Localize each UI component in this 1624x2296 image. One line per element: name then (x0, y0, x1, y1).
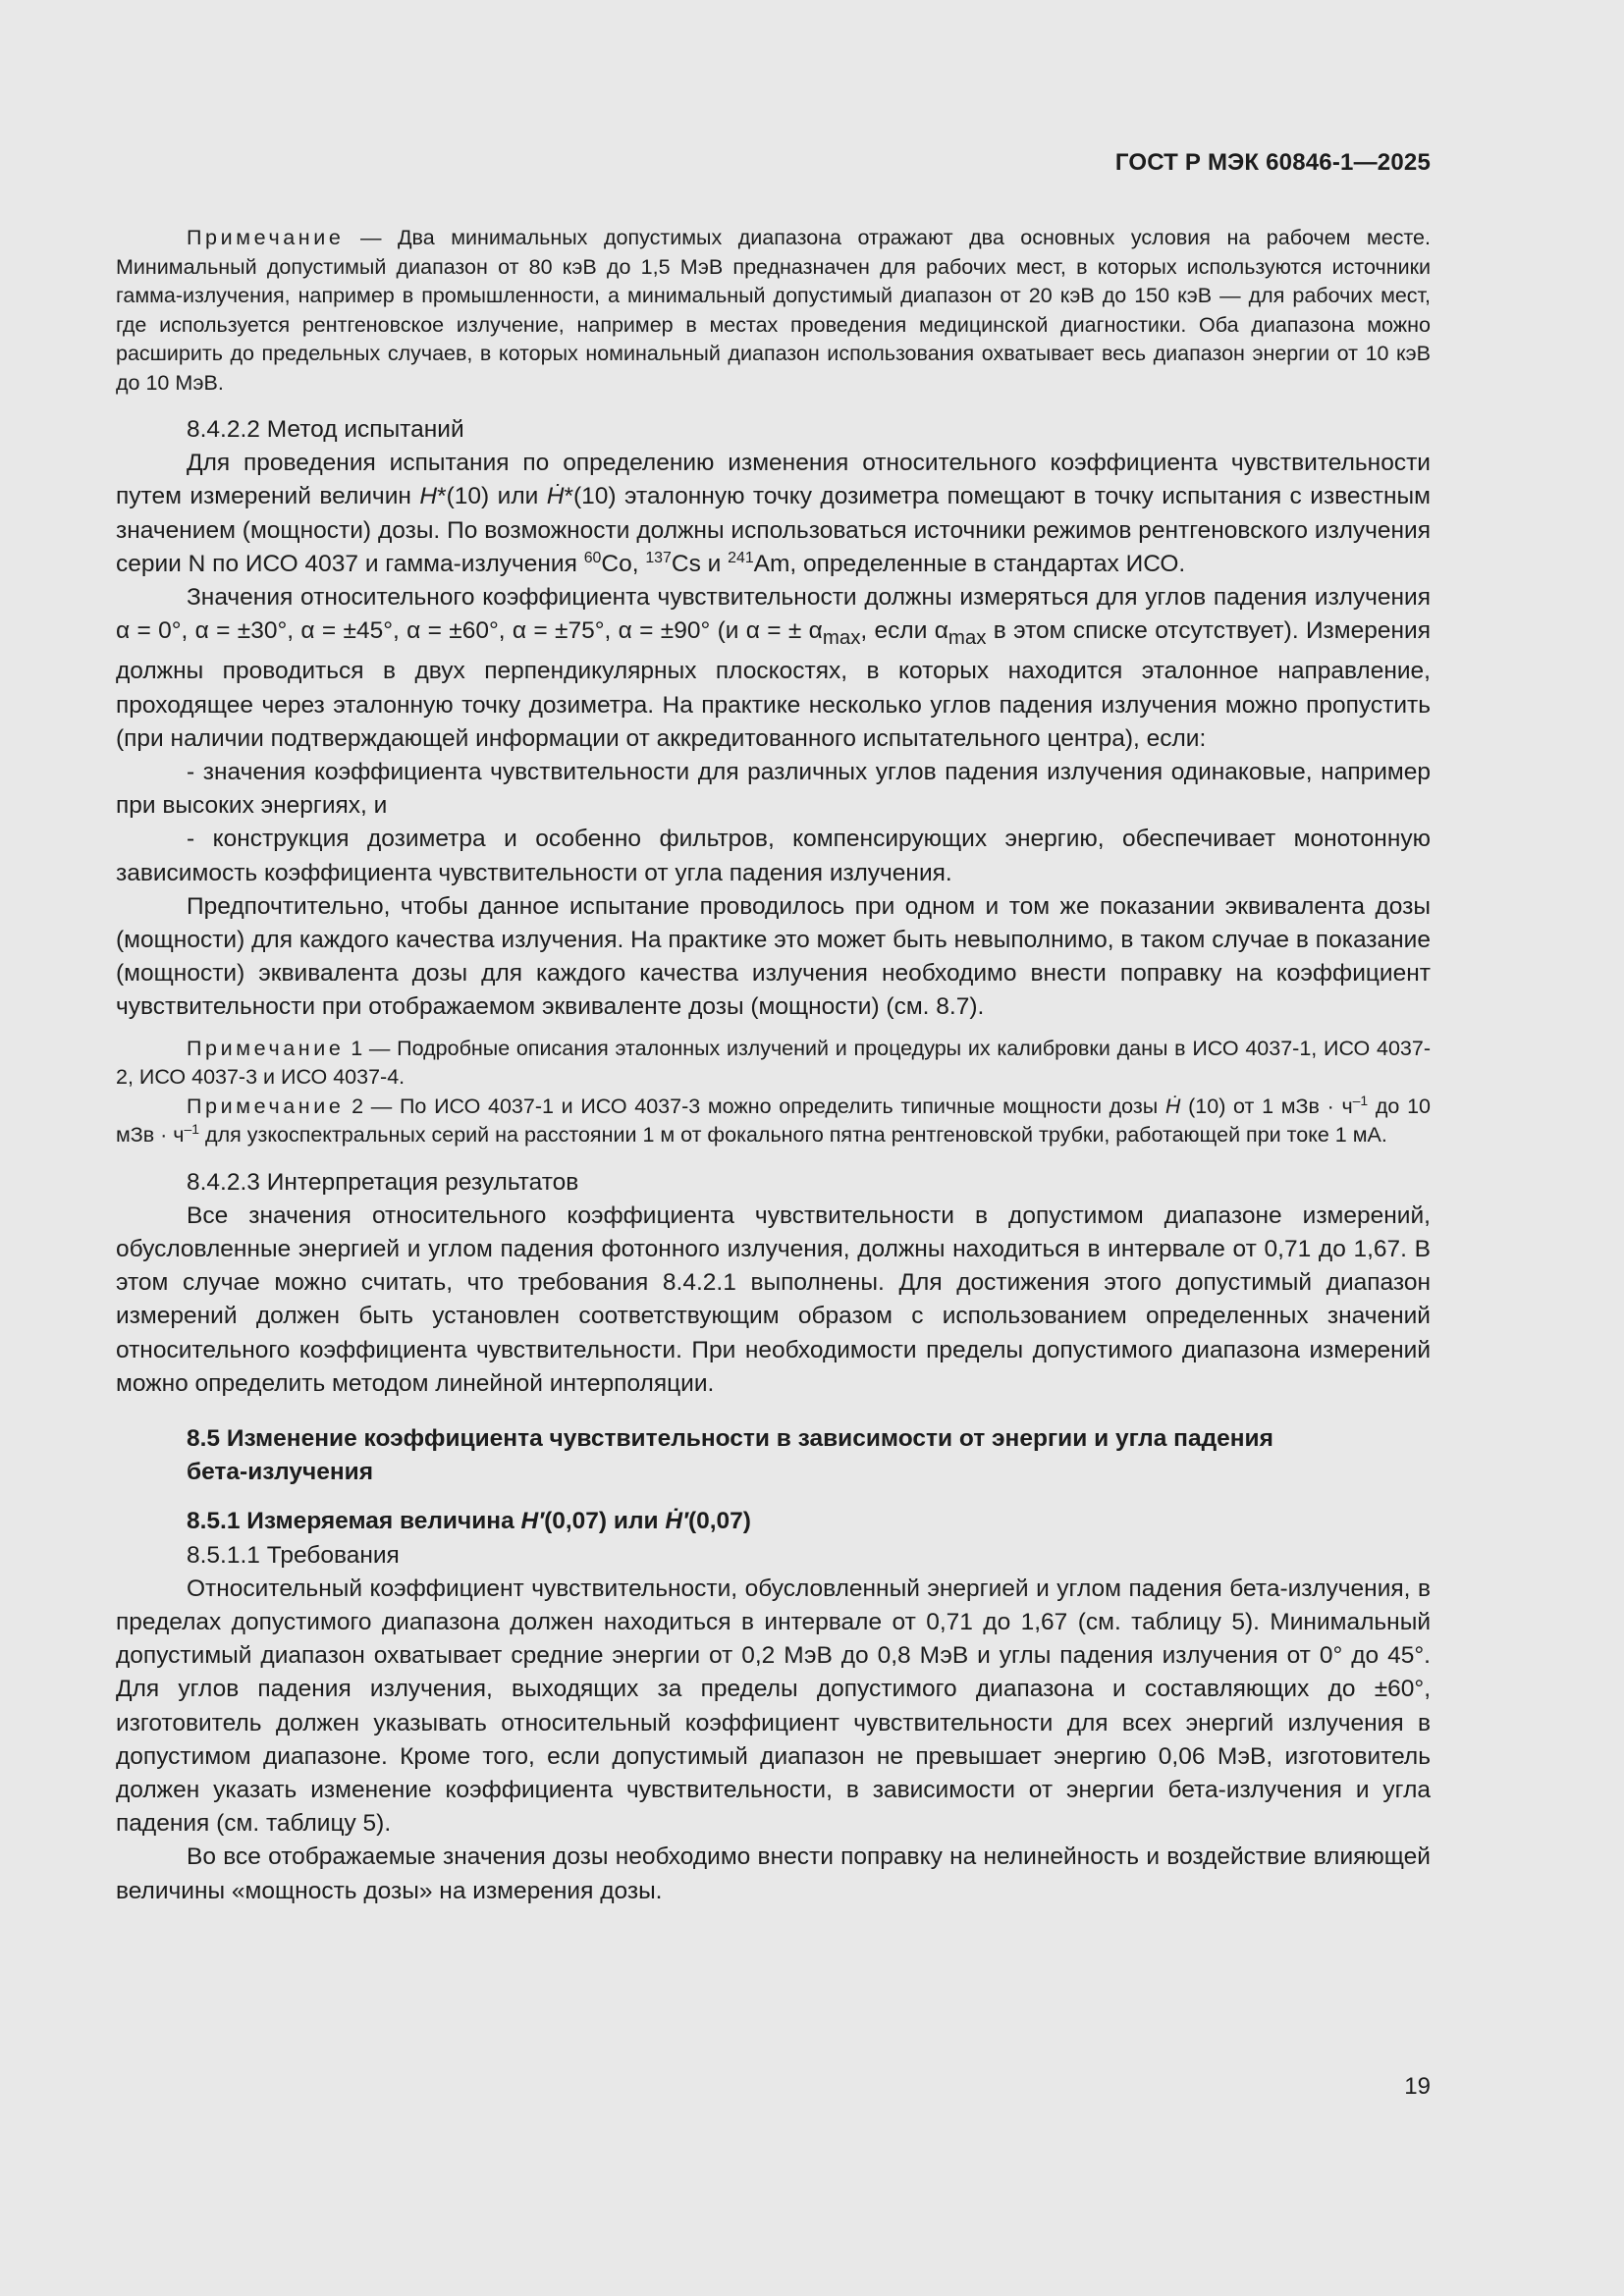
paragraph-requirements: Относительный коэффициент чувствительности, обусловленный энергией и углом падения бета-излучения, в пределах допустимого диапазона должен находиться в интервале от 0,71 до 1,67 (см. таблицу 5). Минимальный допустимый диапазон охватывает средние энергии от 0,2 МэВ до 0,8 МэВ и углы падения излучения от 0° до 45°. Для углов падения излучения, выходящих за пределы допустимого диапазона и составляющих до ±60°, изготовитель должен указывать относительный коэффициент чувствительности для всех энергий излучения в допустимом диапазоне. Кроме того, если допустимый диапазон не превышает энергию 0,06 МэВ, изготовитель должен указать изменение коэффициента чувствительности, в зависимости от энергии бета-излучения и угла падения (см. таблицу 5). (116, 1575, 1431, 1838)
isotope-element: Co, (601, 550, 646, 577)
note-text: до 10 мЗв · ч (116, 1094, 1431, 1148)
isotope-mass: 241 (728, 549, 754, 566)
text-run: Для проведения испытания по определению изменения относительного коэффициента чувствительности путем измерений величин (116, 450, 1431, 510)
section-8-4-2-2-title: 8.4.2.2 Метод испытаний (187, 416, 464, 443)
paragraph-dose-correction: Во все отображаемые значения дозы необходимо внести поправку на нелинейность и воздействие влияющей величины «мощность дозы» на измерения дозы. (116, 1843, 1431, 1904)
section-8-5-title (116, 1422, 1431, 1489)
text-run: , если α (860, 617, 948, 645)
note-text: — Два минимальных допустимых диапазона отражают два основных условия на рабочем месте. Минимальный допустимый диапазон от 80 кэВ до 1,5 МэВ предназначен для рабочих мест, в которых используются источники гамма-излучения, например в промышленности, а минимальный допустимый диапазон от 20 кэВ до 150 кэВ — для рабочих мест, где используется рентгеновское излучение, например в местах проведения медицинской диагностики. Оба диапазона можно расширить до предельных случаев, в которых номинальный диапазон использования охватывает весь диапазон энергии от 10 кэВ до 10 МэВ. (116, 226, 1431, 395)
symbol-h-dot: Ḣ (546, 483, 565, 510)
section-8-4-2-3-title: 8.4.2.3 Интерпретация результатов (187, 1168, 579, 1196)
paragraph-preference: Предпочтительно, чтобы данное испытание проводилось при одном и том же показании эквивалента дозы (мощности) для каждого качества излучения. На практике это может быть невыполнимо, в таком случае в показание (мощности) эквивалента дозы для каждого качества излучения необходимо внести поправку на коэффициент чувствительности при отображаемом эквиваленте дозы (мощности) (см. 8.7). (116, 892, 1431, 1021)
note-text: (10) от 1 мЗв · ч (1180, 1094, 1353, 1118)
paragraph-angles (116, 581, 1431, 756)
symbol-h: H (419, 483, 438, 510)
note-label: Примечание (187, 1036, 345, 1060)
paragraph-interpretation: Все значения относительного коэффициента чувствительности в допустимом диапазоне измерений, обусловленные энергией и углом падения фотонного излучения, должны находиться в интервале от 0,71 до 1,67. В этом случае можно считать, что требования 8.4.2.1 выполнены. Для достижения этого допустимый диапазон измерений должен быть установлен соответствующим образом с использованием определенных значений относительного коэффициента чувствительности. При необходимости пределы допустимого диапазона измерений можно определить методом линейной интерполяции. (116, 1201, 1431, 1397)
subscript-max: max (822, 627, 861, 650)
isotope-element: Am, определенные в стандартах ИСО. (753, 550, 1186, 577)
note-1 (116, 1035, 1431, 1093)
isotope-mass: 60 (583, 549, 602, 566)
note-label: Примечание (187, 226, 345, 249)
text-run: Значения относительного коэффициента чувствительности должны измеряться для углов падения излучения α = 0°, α = ±30°, α = ±45°, α = ±60°, α = ±75°, α = ±90° (и α = ± α (116, 584, 1431, 645)
heading-line: бета-излучения (187, 1459, 374, 1486)
symbol-h-dot-prime: Ḣ′ (665, 1508, 688, 1535)
heading-text: (0,07) (687, 1508, 751, 1535)
exponent: –1 (184, 1120, 200, 1137)
heading-text: (0,07) или (544, 1508, 666, 1535)
note-label: Примечание (187, 1094, 345, 1118)
list-item-monotonic: - конструкция дозиметра и особенно фильтров, компенсирующих энергию, обеспечивает монотонную зависимость коэффициента чувствительности от угла падения излучения. (116, 826, 1431, 886)
note-text: 1 — Подробные описания эталонных излучений и процедуры их калибровки даны в ИСО 4037-1, ИСО 4037-2, ИСО 4037-3 и ИСО 4037-4. (116, 1036, 1431, 1090)
subscript-max: max (947, 627, 987, 650)
heading-line: 8.5 Изменение коэффициента чувствительности в зависимости от энергии и угла падения (187, 1424, 1273, 1452)
note-ranges (116, 224, 1431, 398)
note-2 (116, 1093, 1431, 1150)
text-run: в этом списке отсутствует). Измерения должны проводиться в двух перпендикулярных плоскостях, в которых находится эталонное направление, проходящее через эталонную точку дозиметра. На практике несколько углов падения излучения можно пропустить (при наличии подтверждающей информации от аккредитованного испытательного центра), если: (116, 617, 1431, 752)
exponent: –1 (1352, 1092, 1369, 1108)
page-number: 19 (1404, 2073, 1431, 2100)
text-run: *(10) эталонную точку дозиметра помещают в точку испытания с известным значением (мощности) дозы. По возможности должны использоваться источники режимов рентгеновского излучения серии N по ИСО 4037 и гамма-излучения (116, 483, 1431, 577)
symbol-h-dot: Ḣ (1164, 1094, 1181, 1118)
standard-header: ГОСТ Р МЭК 60846-1—2025 (1114, 149, 1431, 176)
section-8-5-1-title (116, 1505, 1431, 1538)
heading-text: 8.5.1 Измеряемая величина (187, 1508, 521, 1535)
note-text: для узкоспектральных серий на расстоянии 1 м от фокального пятна рентгеновской трубки, работающей при токе 1 мА. (199, 1123, 1387, 1148)
section-8-5-1-1-title: 8.5.1.1 Требования (187, 1541, 400, 1569)
isotope-element: Cs и (671, 550, 729, 577)
page-content (116, 224, 1431, 1908)
text-run: *(10) или (437, 483, 547, 510)
list-item-equal-values: - значения коэффициента чувствительности для различных углов падения излучения одинаковые, например при высоких энергиях, и (116, 758, 1431, 820)
symbol-h-prime: H′ (520, 1508, 545, 1535)
note-text: 2 — По ИСО 4037-1 и ИСО 4037-3 можно определить типичные мощности дозы (344, 1094, 1165, 1118)
paragraph-test-method (116, 447, 1431, 581)
isotope-mass: 137 (645, 549, 672, 566)
